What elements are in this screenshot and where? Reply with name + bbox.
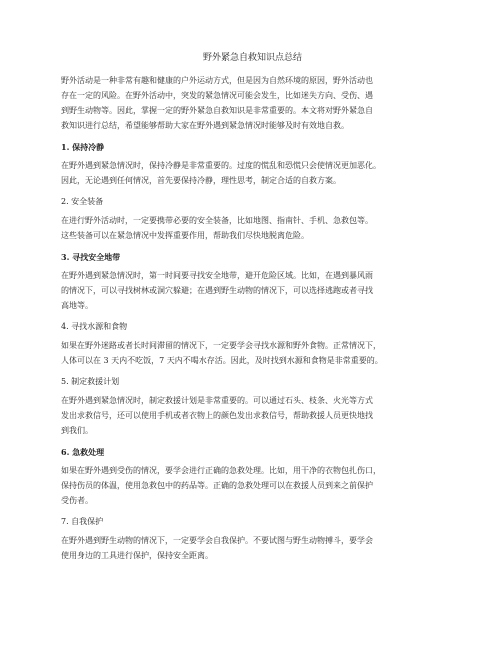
body-line: 高地等。 [61,301,93,310]
section-body [61,393,444,438]
intro-line: 存在一定的风险。在野外活动中，突发的紧急情况可能会发生，比如迷失方向、受伤、遇 [61,91,373,100]
section-body [61,268,444,313]
body-line: 在野外遇到紧急情况时，第一时间要寻找安全地带，避开危险区域。比如，在遇到暴风雨 [61,271,373,280]
intro-line: 到野生动物等。因此，掌握一定的野外紧急自救知识是非常重要的。本文将对野外紧急自 [61,106,373,115]
section-heading: 6. 急救处理 [61,447,105,457]
section-heading: 5. 制定救援计划 [61,377,120,386]
section-heading: 4. 寻找水源和食物 [61,322,128,331]
section-rescue-plan [61,376,444,438]
document-title: 野外紧急自救知识点总结 [202,53,302,63]
section-safety-equipment [61,196,444,243]
body-line: 到我们。 [61,426,93,435]
section-heading: 2. 安全装备 [61,197,104,206]
section-body [61,213,444,243]
section-find-safe-area [61,251,444,313]
body-line: 人体可以在 3 天内不吃饭，7 天内不喝水存活。因此，及时找到水源和食物是非常重要的。 [61,356,383,365]
body-line: 这些装备可以在紧急情况中发挥重要作用，帮助我们尽快地脱离危险。 [61,231,309,240]
body-line: 在野外遇到紧急情况时，制定救援计划是非常重要的。可以通过石头、枝条、火光等方式 [61,396,373,405]
body-line: 使用身边的工具进行保护，保持安全距离。 [61,551,213,560]
body-line: 因此，无论遇到任何情况，首先要保持冷静，理性思考，制定合适的自救方案。 [61,176,341,185]
body-line: 如果在野外遇到受伤的情况，要学会进行正确的急救处理。比如，用干净的衣物包扎伤口， [61,466,381,475]
body-line: 在野外遇到野生动物的情况下，一定要学会自我保护。不要试图与野生动物搏斗，要学会 [61,536,373,545]
body-line: 如果在野外迷路或者长时间滞留的情况下，一定要学会寻找水源和野外食物。正常情况下， [61,341,381,350]
section-first-aid [61,446,444,508]
section-keep-calm [61,141,444,188]
section-body [61,533,444,563]
intro-paragraph [61,73,444,133]
section-body [61,158,444,188]
section-heading: 3. 寻找安全地带 [61,252,121,262]
body-line: 在进行野外活动时，一定要携带必要的安全装备，比如地图、指南针、手机、急救包等。 [61,216,373,225]
section-heading: 7. 自我保护 [61,517,104,526]
body-line: 发出求救信号，还可以使用手机或者衣物上的颜色发出求救信号，帮助救援人员更快地找 [61,411,373,420]
body-line: 受伤者。 [61,496,93,505]
section-water-food [61,321,444,368]
section-body [61,338,444,368]
section-heading: 1. 保持冷静 [61,142,105,152]
intro-line: 救知识进行总结，希望能够帮助大家在野外遇到紧急情况时能够及时有效地自救。 [61,121,349,130]
section-body [61,463,444,508]
body-line: 在野外遇到紧急情况时，保持冷静是非常重要的。过度的慌乱和恐慌只会使情况更加恶化。 [61,161,381,170]
body-line: 的情况下，可以寻找树林或洞穴躲避；在遇到野生动物的情况下，可以选择逃跑或者寻找 [61,286,373,295]
intro-line: 野外活动是一种非常有趣和健康的户外运动方式，但是因为自然环境的原因，野外活动也 [61,76,373,85]
body-line: 保持伤员的体温，使用急救包中的药品等。正确的急救处理可以在救援人员到来之前保护 [61,481,373,490]
section-self-protection [61,516,444,563]
